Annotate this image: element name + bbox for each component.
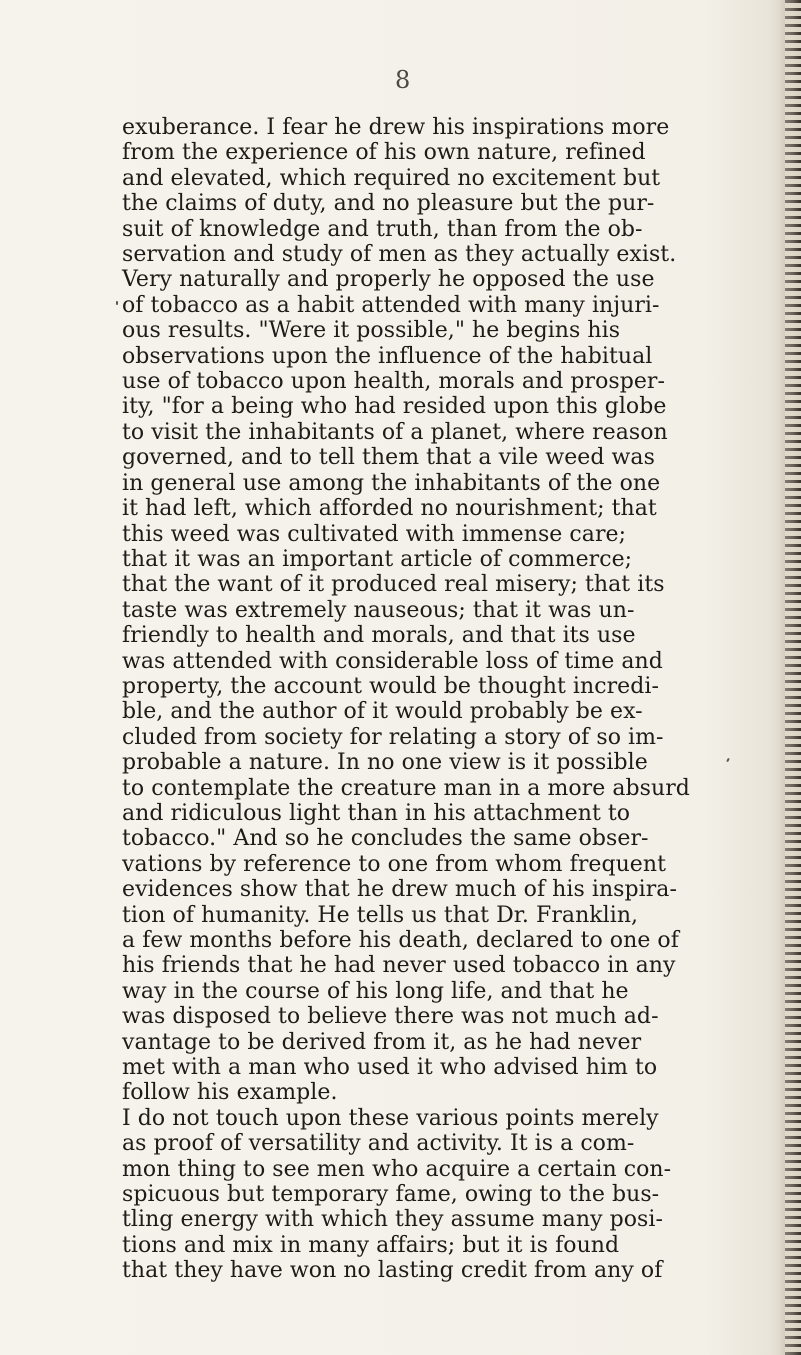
- text-line: use of tobacco upon health, morals and prosper-: [122, 369, 665, 395]
- text-line: observations upon the influence of the habitual: [122, 343, 653, 369]
- text-line: to contemplate the creature man in a more absurd: [122, 775, 690, 801]
- text-line: of tobacco as a habit attended with many injuri-: [122, 292, 660, 318]
- text-line: exuberance. I fear he drew his inspirations more: [122, 115, 670, 140]
- text-line: met with a man who used it who advised him to: [122, 1055, 658, 1081]
- text-line: in general use among the inhabitants of the one: [122, 470, 661, 496]
- text-line: as proof of versatility and activity. It is a com-: [122, 1131, 635, 1157]
- text-line: Very naturally and properly he opposed the use: [122, 267, 655, 293]
- text-line: evidences show that he drew much of his inspira-: [122, 877, 677, 903]
- text-line: ous results. "Were it possible," he begins his: [122, 318, 621, 344]
- text-line: follow his example.: [122, 1080, 338, 1106]
- text-line: probable a nature. In no one view is it possible: [122, 750, 648, 776]
- text-line: way in the course of his long life, and that he: [122, 978, 629, 1004]
- text-line: it had left, which afforded no nourishment; that: [122, 496, 657, 522]
- text-line: that it was an important article of commerce;: [122, 546, 633, 572]
- text-line: friendly to health and morals, and that its use: [122, 623, 636, 649]
- text-line: tobacco." And so he concludes the same obser-: [122, 826, 649, 852]
- text-line: the claims of duty, and no pleasure but the pur-: [122, 191, 655, 217]
- text-line: suit of knowledge and truth, than from the ob-: [122, 216, 643, 242]
- body-text: [122, 115, 712, 1284]
- text-line: mon thing to see men who acquire a certain con-: [122, 1156, 672, 1182]
- text-line: that the want of it produced real misery; that its: [122, 572, 665, 598]
- text-line: vantage to be derived from it, as he had never: [122, 1029, 642, 1055]
- text-line: I do not touch upon these various points merely: [122, 1105, 659, 1131]
- text-line: from the experience of his own nature, refined: [122, 140, 646, 166]
- book-binding-edge: [785, 0, 801, 1355]
- text-line: and elevated, which required no excitement but: [122, 165, 661, 191]
- text-line: to visit the inhabitants of a planet, where reason: [122, 419, 668, 445]
- text-line: taste was extremely nauseous; that it was un-: [122, 597, 635, 623]
- text-line: cluded from society for relating a story of so im-: [122, 724, 664, 750]
- ink-mark: [726, 758, 730, 762]
- text-line: a few months before his death, declared to one of: [122, 928, 679, 953]
- text-line: ble, and the author of it would probably be ex-: [122, 699, 643, 725]
- text-line: spicuous but temporary fame, owing to the bus-: [122, 1182, 660, 1208]
- text-line: vations by reference to one from whom frequent: [122, 851, 666, 877]
- text-line: was disposed to believe there was not much ad-: [122, 1004, 659, 1030]
- text-line: this weed was cultivated with immense care;: [122, 521, 627, 547]
- text-line: tions and mix in many affairs; but it is found: [122, 1232, 620, 1258]
- text-line: governed, and to tell them that a vile weed was: [122, 445, 655, 471]
- text-line: tling energy with which they assume many posi-: [122, 1207, 663, 1233]
- text-line: that they have won no lasting credit from any of: [122, 1258, 663, 1284]
- page-number: 8: [395, 66, 411, 94]
- text-line: and ridiculous light than in his attachment to: [122, 800, 631, 826]
- text-line: his friends that he had never used tobacco in any: [122, 953, 676, 979]
- text-line: tion of humanity. He tells us that Dr. Franklin,: [122, 902, 639, 928]
- text-line: was attended with considerable loss of time and: [122, 648, 663, 674]
- ink-mark: [116, 301, 118, 305]
- text-line: ity, "for a being who had resided upon this globe: [122, 394, 667, 420]
- text-line: servation and study of men as they actually exist.: [122, 242, 677, 268]
- text-line: property, the account would be thought incredi-: [122, 673, 659, 699]
